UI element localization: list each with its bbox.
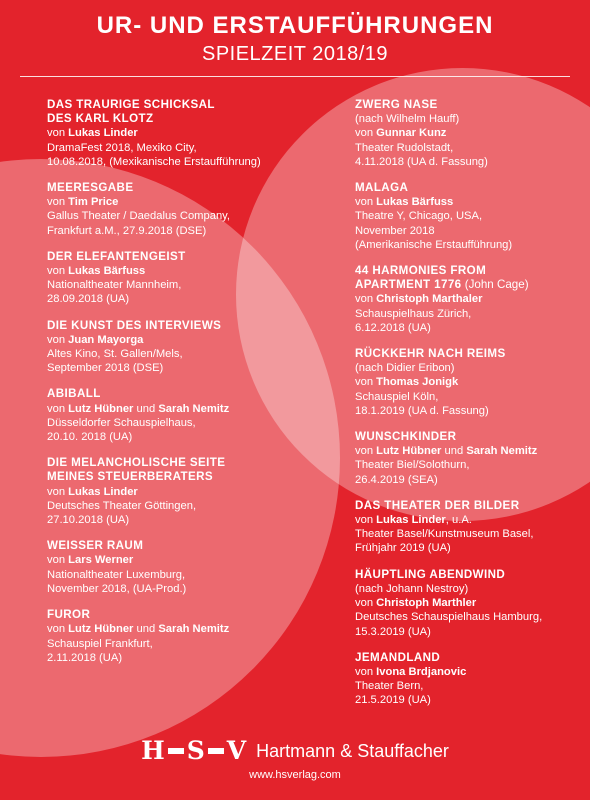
left-column xyxy=(47,98,337,677)
production-title xyxy=(47,470,337,484)
production-detail: 26.4.2019 (SEA) xyxy=(355,473,438,486)
production-entry xyxy=(47,98,337,169)
author-conjunction: und xyxy=(133,402,159,415)
production-title-text: DER ELEFANTENGEIST xyxy=(47,249,186,263)
publisher-url[interactable]: www.hsverlag.com xyxy=(249,769,341,781)
production-title-text: DAS THEATER DER BILDER xyxy=(355,498,520,512)
production-authors xyxy=(355,292,585,306)
production-detail: Theater Basel/Kunstmuseum Basel, xyxy=(355,528,534,541)
production-title xyxy=(47,112,337,126)
production-title xyxy=(355,499,585,513)
author-prefix: von xyxy=(47,196,69,209)
production-title-text: DIE KUNST DES INTERVIEWS xyxy=(47,318,222,332)
author-prefix: von xyxy=(47,402,69,415)
production-title-text: 44 HARMONIES FROM xyxy=(355,264,487,278)
author-conjunction: und xyxy=(133,623,159,636)
production-entry xyxy=(47,250,337,307)
production-detail: November 2018 xyxy=(355,224,435,237)
production-detail: Deutsches Theater Göttingen, xyxy=(47,499,197,512)
author-name: Thomas Jonigk xyxy=(376,376,459,389)
production-title xyxy=(355,347,585,361)
production-detail: (Amerikanische Erstaufführung) xyxy=(355,238,513,251)
production-source-note: (nach Johann Nestroy) xyxy=(355,582,469,595)
production-detail: 20.10. 2018 (UA) xyxy=(47,431,133,444)
production-entry xyxy=(47,539,337,596)
production-authors xyxy=(355,126,585,140)
production-authors xyxy=(355,195,585,209)
monogram-letter-v: V xyxy=(226,736,247,765)
production-title-text: ABIBALL xyxy=(47,387,101,401)
production-title-text: WUNSCHKINDER xyxy=(355,430,457,444)
author-prefix: von xyxy=(47,623,69,636)
production-detail: Altes Kino, St. Gallen/Mels, xyxy=(47,348,183,361)
production-detail: DramaFest 2018, Mexiko City, xyxy=(47,141,197,154)
author-name: Christoph Marthaler xyxy=(376,293,483,306)
author-name: Lutz Hübner xyxy=(376,445,442,458)
author-prefix: von xyxy=(47,265,69,278)
author-name: Lukas Bärfuss xyxy=(68,265,146,278)
production-title xyxy=(47,456,337,470)
production-detail: Schauspiel Köln, xyxy=(355,390,439,403)
production-detail: 21.5.2019 (UA) xyxy=(355,694,431,707)
production-title-text: FUROR xyxy=(47,608,91,622)
production-entry xyxy=(47,456,337,527)
production-title-text: MEINES STEUERBERATERS xyxy=(47,470,214,484)
author-name: Lutz Hübner xyxy=(68,402,134,415)
production-title-text: HÄUPTLING ABENDWIND xyxy=(355,567,506,581)
production-source-note: (nach Wilhelm Hauff) xyxy=(355,113,460,126)
production-entry xyxy=(355,651,585,708)
production-title xyxy=(47,539,337,553)
production-detail: 28.09.2018 (UA) xyxy=(47,293,130,306)
production-title xyxy=(47,181,337,195)
author-prefix: von xyxy=(355,514,377,527)
author-name: Ivona Brdjanovic xyxy=(376,665,467,678)
right-column xyxy=(355,98,585,720)
production-detail: Theater Rudolstadt, xyxy=(355,141,454,154)
author-name: Gunnar Kunz xyxy=(376,127,447,140)
production-authors xyxy=(355,513,585,527)
publisher-name: Hartmann & Stauffacher xyxy=(256,741,449,761)
footer xyxy=(0,737,590,781)
production-title xyxy=(355,181,585,195)
author-prefix: von xyxy=(355,293,377,306)
production-entry xyxy=(47,387,337,444)
monogram-letter-s: S xyxy=(186,736,205,765)
production-detail: Deutsches Schauspielhaus Hamburg, xyxy=(355,611,543,624)
production-title xyxy=(47,250,337,264)
production-title xyxy=(47,387,337,401)
production-title-text: MEERESGABE xyxy=(47,181,134,195)
production-title xyxy=(355,98,585,112)
production-detail: Theatre Y, Chicago, USA, xyxy=(355,210,483,223)
production-title-note: (John Cage) xyxy=(461,278,529,292)
author-name: Lukas Linder xyxy=(68,485,138,498)
author-name: Tim Price xyxy=(68,196,119,209)
production-title xyxy=(355,568,585,582)
author-name: Lukas Linder xyxy=(68,127,138,140)
production-detail: Düsseldorfer Schauspielhaus, xyxy=(47,416,196,429)
production-detail: Nationaltheater Luxemburg, xyxy=(47,568,186,581)
author-name: Lutz Hübner xyxy=(68,623,134,636)
author-prefix: von xyxy=(355,597,377,610)
production-detail: September 2018 (DSE) xyxy=(47,362,164,375)
production-authors xyxy=(47,485,337,499)
author-name: Lukas Bärfuss xyxy=(376,196,454,209)
production-title-text: MALAGA xyxy=(355,181,409,195)
production-detail: Schauspiel Frankfurt, xyxy=(47,637,153,650)
production-detail: Nationaltheater Mannheim, xyxy=(47,279,182,292)
author-name: Lars Werner xyxy=(68,554,134,567)
production-entry xyxy=(355,347,585,418)
author-conjunction: und xyxy=(441,445,467,458)
hsv-monogram xyxy=(141,737,246,765)
production-detail: 15.3.2019 (UA) xyxy=(355,625,431,638)
monogram-bar-icon xyxy=(168,748,184,754)
production-title xyxy=(47,608,337,622)
production-title-text: JEMANDLAND xyxy=(355,650,441,664)
author-prefix: von xyxy=(47,554,69,567)
author-prefix: von xyxy=(47,485,69,498)
production-title xyxy=(355,264,585,278)
production-authors xyxy=(47,622,337,636)
author-name: Lukas Linder xyxy=(376,514,446,527)
production-title-text: DES KARL KLOTZ xyxy=(47,112,154,126)
production-detail: November 2018, (UA-Prod.) xyxy=(47,582,187,595)
production-detail: 4.11.2018 (UA d. Fassung) xyxy=(355,155,488,168)
production-authors xyxy=(47,402,337,416)
author-prefix: von xyxy=(355,196,377,209)
header xyxy=(0,12,590,66)
production-title xyxy=(355,651,585,665)
production-detail: 27.10.2018 (UA) xyxy=(47,514,130,527)
production-title-text: ZWERG NASE xyxy=(355,98,438,111)
author-suffix: , u.A. xyxy=(445,514,472,527)
production-detail: Theater Bern, xyxy=(355,680,424,693)
production-title-text: DIE MELANCHOLISCHE SEITE xyxy=(47,456,226,470)
production-detail: Theater Biel/Solothurn, xyxy=(355,459,470,472)
production-entry xyxy=(355,430,585,487)
production-authors xyxy=(47,333,337,347)
page-subtitle: SPIELZEIT 2018/19 xyxy=(201,43,389,65)
production-detail: Gallus Theater / Daedalus Company, xyxy=(47,210,231,223)
page-title: UR- UND ERSTAUFFÜHRUNGEN xyxy=(96,12,494,39)
production-entry xyxy=(355,264,585,335)
author-prefix: von xyxy=(355,445,377,458)
production-entry xyxy=(47,319,337,376)
production-detail: 10.08.2018, (Mexikanische Erstaufführung) xyxy=(47,155,261,168)
production-detail: Frankfurt a.M., 27.9.2018 (DSE) xyxy=(47,224,207,237)
production-entry xyxy=(355,181,585,252)
author-name: Sarah Nemitz xyxy=(466,445,538,458)
production-entry xyxy=(47,608,337,665)
monogram-letter-h: H xyxy=(141,736,165,765)
production-title xyxy=(47,319,337,333)
production-entry xyxy=(355,568,585,639)
production-title-text: RÜCKKEHR NACH REIMS xyxy=(355,347,506,361)
author-prefix: von xyxy=(355,127,377,140)
author-name: Juan Mayorga xyxy=(68,333,144,346)
production-detail: 6.12.2018 (UA) xyxy=(355,321,431,334)
publisher-logo xyxy=(141,737,449,765)
production-entry xyxy=(47,181,337,238)
monogram-bar-icon xyxy=(208,748,224,754)
production-title xyxy=(47,98,337,112)
production-detail: 18.1.2019 (UA d. Fassung) xyxy=(355,404,489,417)
production-detail: Schauspielhaus Zürich, xyxy=(355,307,472,320)
production-title xyxy=(355,278,585,292)
production-source-note: (nach Didier Eribon) xyxy=(355,362,455,375)
production-authors xyxy=(355,665,585,679)
production-title-text: APARTMENT 1776 xyxy=(355,278,462,292)
production-entry xyxy=(355,499,585,556)
production-authors xyxy=(47,195,337,209)
author-prefix: von xyxy=(47,127,69,140)
production-authors xyxy=(47,126,337,140)
production-entry xyxy=(355,98,585,169)
author-name: Sarah Nemitz xyxy=(158,402,230,415)
author-prefix: von xyxy=(355,376,377,389)
production-detail: 2.11.2018 (UA) xyxy=(47,651,123,664)
production-detail: Frühjahr 2019 (UA) xyxy=(355,542,451,555)
production-title-text: DAS TRAURIGE SCHICKSAL xyxy=(47,98,215,111)
header-divider xyxy=(20,76,570,77)
production-title xyxy=(355,430,585,444)
author-name: Sarah Nemitz xyxy=(158,623,230,636)
author-prefix: von xyxy=(355,665,377,678)
production-authors xyxy=(355,444,585,458)
production-title-text: WEISSER RAUM xyxy=(47,539,144,553)
author-prefix: von xyxy=(47,333,69,346)
production-authors xyxy=(47,264,337,278)
production-authors xyxy=(47,553,337,567)
author-name: Christoph Marthler xyxy=(376,597,477,610)
production-authors xyxy=(355,596,585,610)
production-authors xyxy=(355,375,585,389)
